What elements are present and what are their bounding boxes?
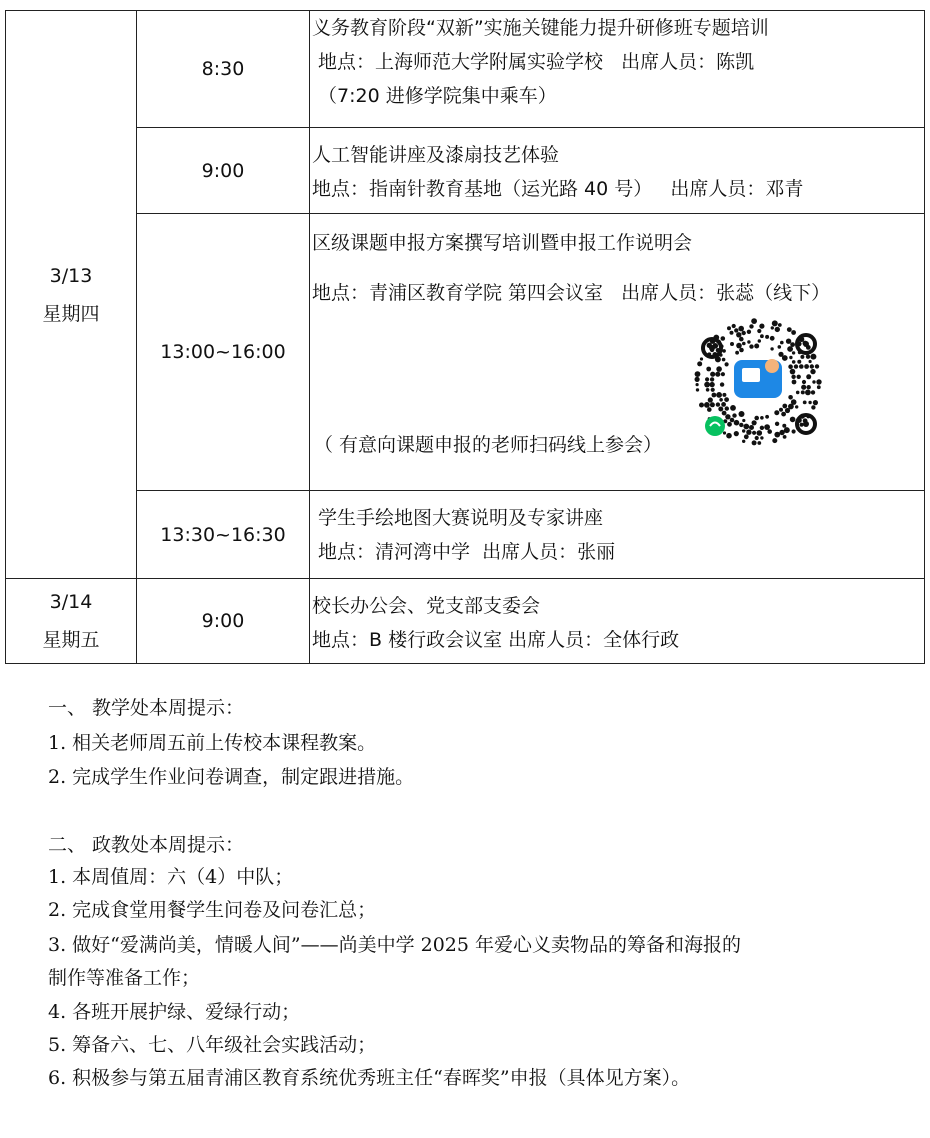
qr-dot: [752, 420, 757, 425]
qr-dot: [790, 342, 795, 347]
qr-dot: [739, 348, 744, 353]
qr-dot: [787, 346, 793, 352]
qr-code-icon[interactable]: [690, 314, 826, 450]
event-title: 义务教育阶段“双新”实施关键能力提升研修班专题培训: [312, 17, 769, 39]
qr-dot: [711, 388, 715, 392]
table-row: [6, 128, 925, 214]
qr-dot: [760, 416, 764, 420]
qr-dot: [720, 382, 724, 386]
qr-dot: [788, 395, 793, 400]
qr-dot: [785, 408, 790, 413]
qr-dot: [752, 431, 756, 435]
qr-dot: [742, 440, 745, 443]
qr-dot: [754, 344, 759, 349]
event-title: 学生手绘地图大赛说明及专家讲座: [312, 507, 604, 529]
qr-dot: [782, 424, 786, 428]
event-cell: [310, 11, 925, 128]
qr-dot: [774, 410, 779, 415]
qr-dot: [778, 345, 782, 349]
qr-dot: [805, 390, 811, 396]
qr-dot: [757, 441, 761, 445]
time-cell: 13:00~16:00: [137, 214, 310, 491]
qr-dot: [739, 423, 743, 427]
qr-dot: [767, 429, 772, 434]
date-cell: [6, 579, 137, 664]
qr-dot: [736, 343, 742, 349]
event-cell: [310, 128, 925, 214]
qr-dot: [782, 404, 787, 409]
time-cell: 8:30: [137, 11, 310, 128]
qr-dot: [782, 355, 788, 361]
qr-dot: [765, 335, 769, 339]
qr-dot: [771, 326, 774, 329]
qr-dot: [722, 411, 727, 416]
qr-dot: [811, 390, 815, 394]
qr-dot: [722, 358, 726, 362]
qr-dot: [757, 329, 761, 333]
qr-dot: [781, 412, 786, 417]
qr-dot: [792, 360, 796, 364]
qr-dot: [757, 430, 763, 436]
qr-dot: [718, 407, 723, 412]
notes-item: 1. 本周值周：六（4）中队；: [48, 866, 294, 888]
notes-item: 5. 筹备六、七、八年级社会实践活动；: [48, 1034, 377, 1056]
qr-dot: [754, 416, 759, 421]
qr-dot: [724, 397, 729, 402]
qr-dot: [800, 355, 804, 359]
qr-dot: [697, 361, 702, 366]
notes-item: 6. 积极参与第五届青浦区教育系统优秀班主任“春晖奖”申报（具体见方案）。: [48, 1067, 691, 1089]
qr-dot: [789, 356, 792, 359]
qr-dot: [813, 400, 818, 405]
qr-dot: [734, 431, 739, 436]
qr-dot: [749, 324, 753, 328]
qr-dot: [775, 327, 780, 332]
qr-dot: [739, 337, 744, 342]
notes-item: 1. 相关老师周五前上传校本课程教案。: [48, 732, 377, 754]
qr-dot: [817, 385, 821, 389]
qr-dot: [716, 402, 720, 406]
qr-dot: [749, 425, 754, 430]
qr-dot: [808, 401, 811, 404]
notes-item: 3. 做好“爱满尚美，情暖人间”——尚美中学 2025 年爱心义卖物品的筹备和海报的: [48, 934, 742, 956]
qr-dot: [715, 372, 720, 377]
qr-dot: [806, 355, 810, 359]
qr-dot: [730, 418, 735, 423]
qr-dot: [735, 351, 739, 355]
notes-item: 2. 完成学生作业问卷调查，制定跟进措施。: [48, 766, 415, 788]
qr-dot: [764, 424, 770, 430]
qr-dot: [794, 364, 798, 368]
qr-dot: [815, 364, 819, 368]
qr-dot: [742, 342, 746, 346]
qr-dot: [799, 364, 804, 369]
qr-dot: [802, 380, 806, 384]
qr-dot: [696, 388, 699, 391]
qr-dot: [747, 340, 750, 343]
event-location: 地点：B 楼行政会议室 出席人员：全体行政: [312, 629, 680, 651]
qr-dot: [788, 364, 793, 369]
qr-dot: [792, 429, 796, 433]
table-row: [6, 491, 925, 579]
qr-dot: [721, 372, 725, 376]
table-row: [6, 214, 925, 491]
qr-dot: [707, 407, 712, 412]
qr-dot: [787, 327, 792, 332]
event-location: 地点：上海师范大学附属实验学校 出席人员：陈凯: [312, 51, 755, 73]
qr-dot: [792, 351, 795, 354]
qr-dot: [730, 342, 734, 346]
qr-dot: [744, 434, 749, 439]
qr-dot: [712, 393, 717, 398]
qr-dot: [758, 339, 761, 342]
qr-dot: [765, 415, 769, 419]
qr-dot: [706, 388, 710, 392]
event-note: （7:20 进修学院集中乘车）: [312, 85, 557, 107]
event-cell: [310, 491, 925, 579]
qr-dot: [710, 377, 714, 381]
date: 3/14: [49, 591, 93, 613]
qr-dot: [710, 372, 715, 377]
qr-dot: [742, 429, 745, 432]
qr-dot: [723, 431, 726, 434]
qr-dot: [738, 326, 744, 332]
table-row: [6, 579, 925, 664]
qr-dot: [775, 422, 779, 426]
qr-dot: [797, 360, 801, 364]
qr-dot: [704, 382, 710, 388]
qr-dot: [810, 354, 816, 360]
qr-dot: [696, 383, 699, 386]
qr-dot: [732, 413, 736, 417]
table-row: [6, 11, 925, 128]
qr-dot: [704, 402, 710, 408]
qr-dot: [792, 380, 797, 385]
event-title: 人工智能讲座及漆扇技艺体验: [312, 144, 560, 166]
qr-dot: [807, 385, 811, 389]
qr-dot: [734, 328, 738, 332]
weekday: 星期四: [42, 302, 100, 325]
qr-dot: [755, 436, 759, 440]
qr-dot: [772, 320, 778, 326]
event-title: 校长办公会、党支部支委会: [312, 595, 541, 617]
qr-dot: [804, 364, 809, 369]
qr-dot: [795, 405, 798, 408]
qr-dot: [736, 332, 741, 337]
qr-dot: [800, 423, 804, 427]
qr-dot: [779, 408, 783, 412]
qr-dot: [716, 392, 722, 398]
qr-dot: [751, 318, 757, 324]
event-cell: [310, 214, 925, 491]
qr-dot: [722, 393, 726, 397]
qr-dot: [760, 334, 764, 338]
qr-dot: [719, 398, 723, 402]
qr-dot: [700, 357, 703, 360]
qr-dot: [708, 397, 713, 402]
qr-dot: [759, 324, 764, 329]
qr-dot: [739, 411, 745, 417]
qr-dot: [730, 405, 736, 411]
qr-dot: [791, 375, 795, 379]
qr-dot: [727, 422, 732, 427]
qr-dot: [695, 377, 700, 382]
qr-dot: [809, 360, 812, 363]
qr-dot: [786, 339, 791, 344]
qr-dot: [774, 432, 780, 438]
qr-dot: [791, 330, 796, 335]
qr-dot: [742, 419, 745, 422]
qr-dot: [743, 424, 749, 430]
date-cell: [6, 11, 137, 579]
qr-dot: [725, 406, 729, 410]
qr-dot: [747, 330, 751, 334]
qr-dot: [810, 364, 814, 368]
qr-dot: [725, 362, 729, 366]
qr-dot: [705, 377, 709, 381]
qr-dot: [749, 344, 753, 348]
qr-dot: [783, 435, 787, 439]
qr-dot: [778, 323, 782, 327]
notes-item: 4. 各班开展护绿、爱绿行动；: [48, 1001, 301, 1023]
qr-dot: [770, 336, 775, 341]
qr-dot: [760, 436, 763, 439]
event-note: （ 有意向课题申报的老师扫码线上参会）: [314, 434, 663, 456]
notes-heading-teaching: 一、 教学处本周提示：: [48, 697, 245, 719]
qr-dot: [695, 371, 701, 377]
notes-heading-political: 二、 政教处本周提示：: [48, 834, 245, 856]
notes-item: 制作等准备工作；: [48, 967, 201, 989]
qr-dot: [812, 380, 815, 383]
qr-dot: [796, 391, 800, 395]
qr-dot: [811, 405, 815, 409]
qr-dot: [706, 367, 711, 372]
qr-dot: [806, 374, 811, 379]
qr-dot: [790, 417, 796, 423]
event-location: 地点：清河湾中学 出席人员：张丽: [312, 541, 616, 563]
qr-dot: [726, 433, 732, 439]
qr-dot: [734, 420, 740, 426]
time-cell: 9:00: [137, 128, 310, 214]
qr-dot: [721, 402, 726, 407]
event-cell: [310, 579, 925, 664]
qr-dot: [730, 331, 734, 335]
event-location: 地点：青浦区教育学院 第四会议室 出席人员：张蕊（线下）: [312, 282, 831, 304]
qr-dot: [816, 379, 821, 384]
schedule-table: [5, 10, 925, 664]
date: 3/13: [49, 264, 93, 287]
qr-dot: [803, 401, 807, 405]
event-location: 地点：指南针教育基地（运光路 40 号） 出席人员：邓青: [312, 178, 804, 200]
qr-dot: [779, 430, 784, 435]
time-cell: 13:30~16:30: [137, 491, 310, 579]
qr-dot: [727, 326, 731, 330]
qr-dot: [772, 438, 777, 443]
qr-dot: [780, 341, 784, 345]
qr-dot: [716, 366, 722, 372]
qr-dot: [790, 369, 796, 375]
time-cell: 9:00: [137, 579, 310, 664]
qr-dot: [810, 369, 815, 374]
qr-dot: [710, 402, 715, 407]
qr-dot: [797, 375, 801, 379]
event-title: 区级课题申报方案撰写培训暨申报工作说明会: [312, 232, 693, 254]
qr-dot: [760, 426, 764, 430]
qr-dot: [709, 382, 714, 387]
qr-dot: [746, 430, 751, 435]
qr-dot: [725, 414, 730, 419]
notes-item: 2. 完成食堂用餐学生问卷及问卷汇总；: [48, 899, 377, 921]
qr-dot: [742, 331, 746, 335]
qr-dot: [721, 336, 726, 341]
weekday: 星期五: [42, 629, 100, 651]
qr-dot: [732, 324, 736, 328]
qr-dot: [699, 403, 704, 408]
qr-dot: [801, 385, 806, 390]
qr-dot: [752, 440, 757, 445]
qr-dot: [770, 347, 773, 350]
qr-dot: [801, 390, 805, 394]
